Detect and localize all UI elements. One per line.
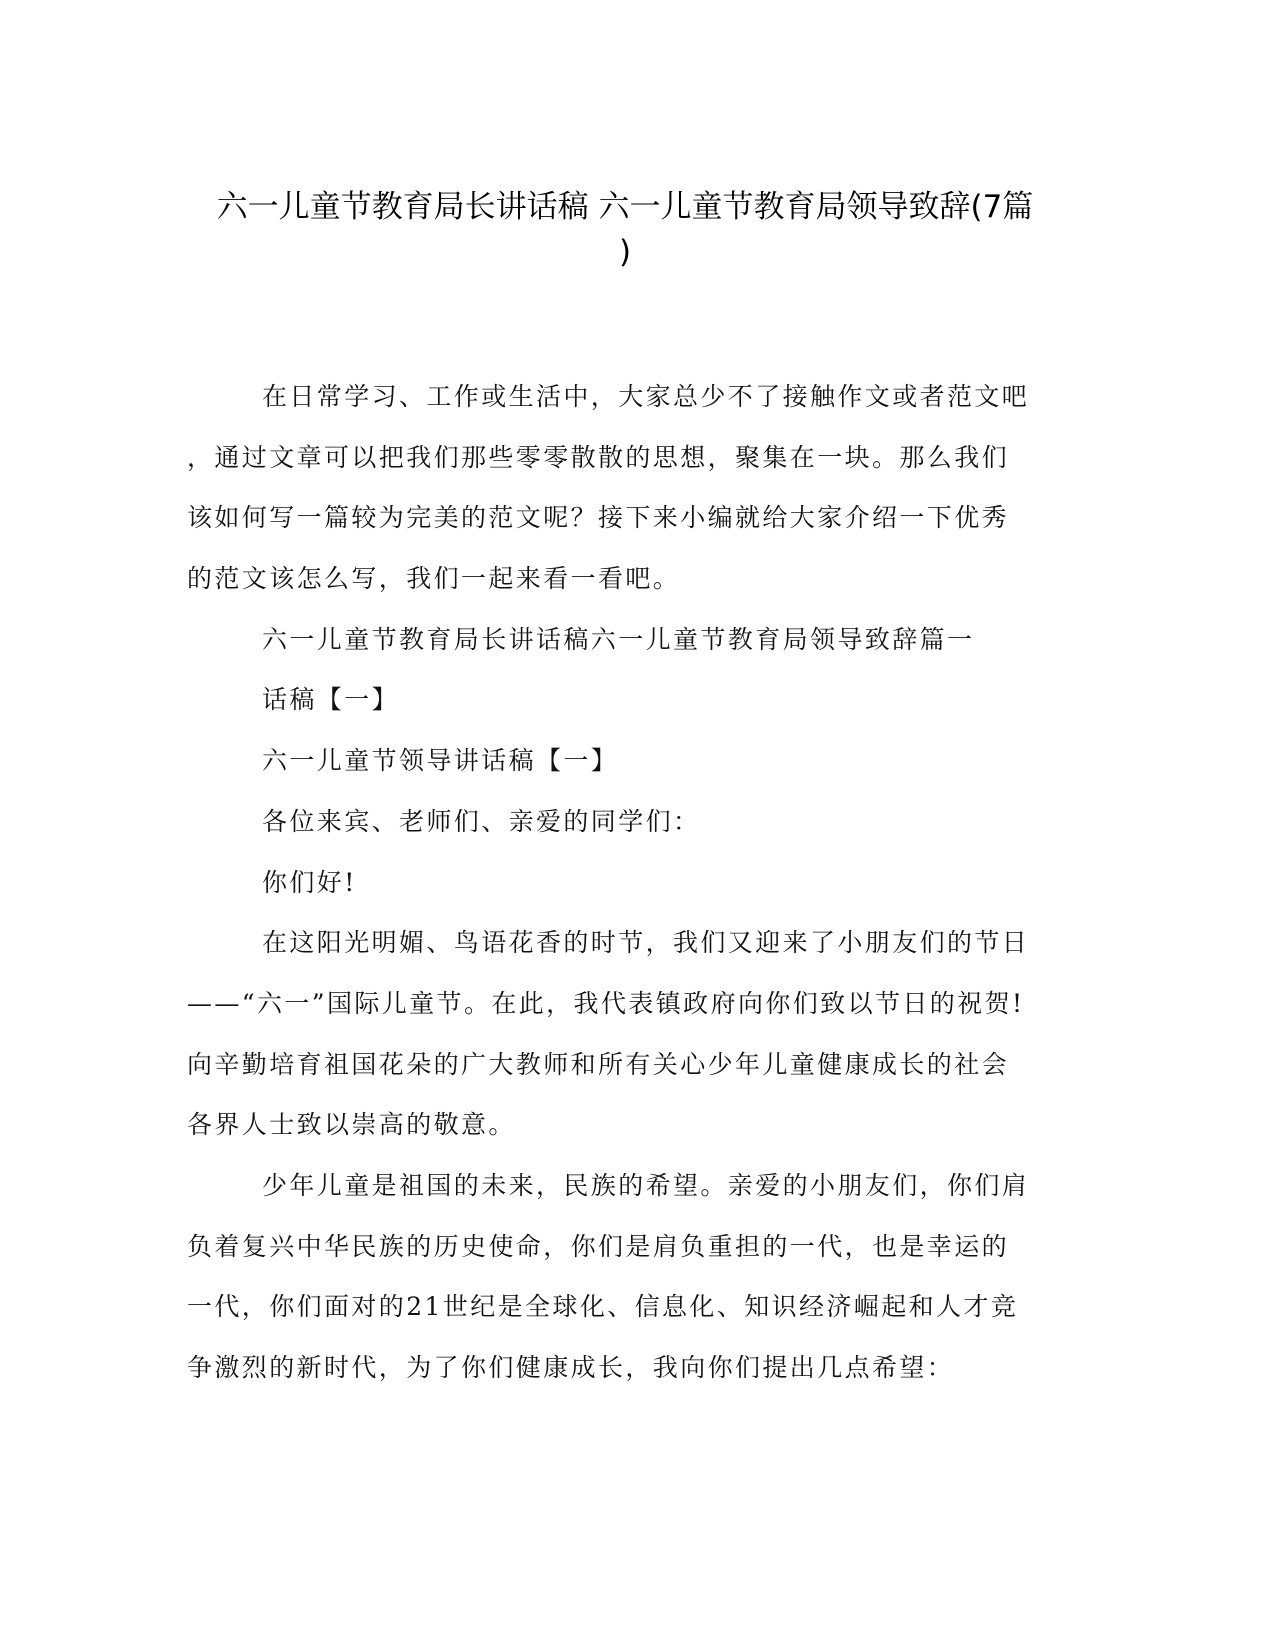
document-title [175,185,1075,275]
text-line: 的范文该怎么写，我们一起来看一看吧。 [187,564,681,594]
text-line: 一代，你们面对的21世纪是全球化、信息化、知识经济崛起和人才竞 [187,1292,1019,1322]
text-line: 该如何写一篇较为完美的范文呢？接下来小编就给大家介绍一下优秀 [187,503,1010,533]
text-line: 向辛勤培育祖国花朵的广大教师和所有关心少年儿童健康成长的社会 [187,1049,1010,1079]
text-line: 话稿【一】 [262,685,400,715]
title-line: ) [618,234,632,270]
section-heading: 六一儿童节教育局长讲话稿六一儿童节教育局领导致辞篇一 [262,624,975,654]
text-line: ——“六一”国际儿童节。在此，我代表镇政府向你们致以节日的祝贺! [187,988,1025,1018]
speech-title: 六一儿童节领导讲话稿【一】 [262,746,619,776]
text-line: 在这阳光明媚、鸟语花香的时节，我们又迎来了小朋友们的节日 [262,928,1030,958]
text-line: 争激烈的新时代，为了你们健康成长，我向你们提出几点希望： [187,1353,955,1382]
title-line: 六一儿童节教育局长讲话稿 六一儿童节教育局领导致辞(7篇 [216,189,1034,225]
text-line: 少年儿童是祖国的未来，民族的希望。亲爱的小朋友们，你们肩 [262,1170,1030,1200]
text-line: 各界人士致以崇高的敬意。 [187,1110,516,1140]
text-line: 负着复兴中华民族的历史使命，你们是肩负重担的一代，也是幸运的 [187,1231,1010,1261]
text-line: ，通过文章可以把我们那些零零散散的思想，聚集在一块。那么我们 [187,442,1010,472]
text-line: 在日常学习、工作或生活中，大家总少不了接触作文或者范文吧 [262,382,1030,411]
greeting: 你们好! [262,867,357,897]
document-body [187,367,1087,1399]
salutation: 各位来宾、老师们、亲爱的同学们： [262,806,701,836]
